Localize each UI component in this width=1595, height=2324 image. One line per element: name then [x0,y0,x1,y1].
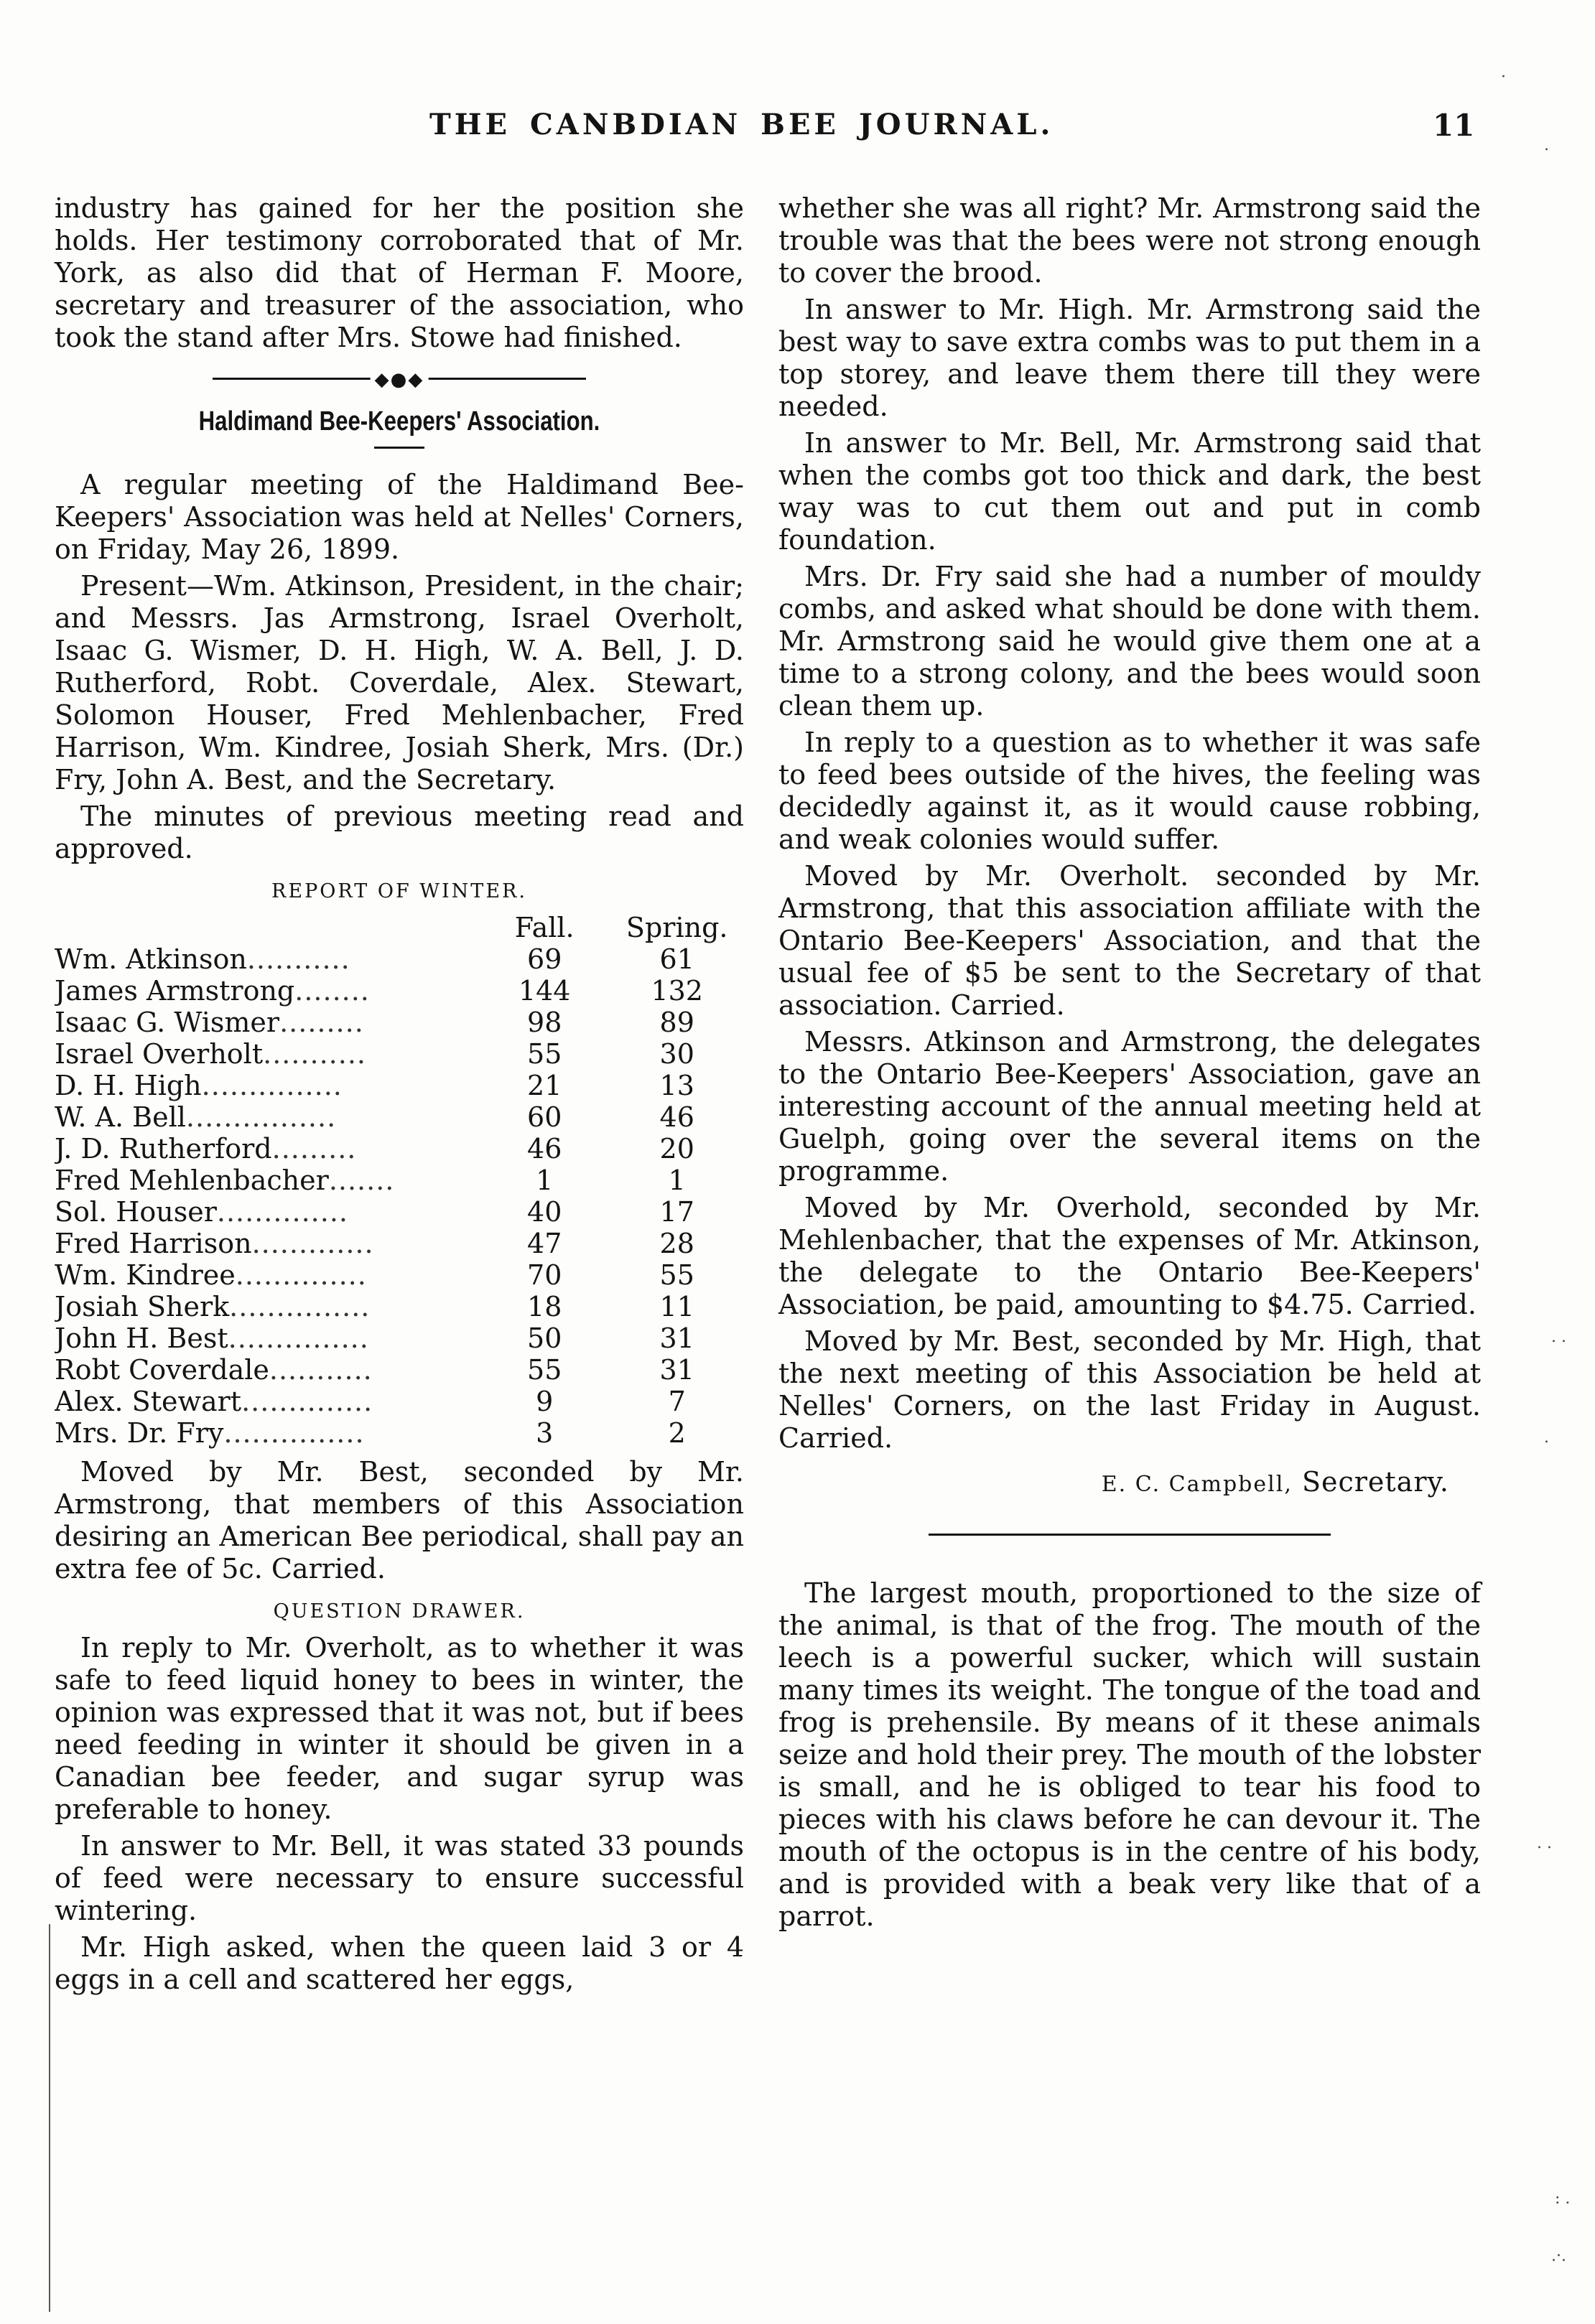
member-name: D. H. High............... [55,1070,343,1101]
table-row [55,1196,744,1228]
feed-question-paragraph: In reply to a question as to whether it was safe to feed bees outside of the hives, the feeling was decidedly against it, as it would cause robbing, and weak colonies would suffer. [778,727,1481,855]
left-column [55,192,744,2000]
fall-count: 50 [527,1322,562,1354]
member-name: Israel Overholt........... [55,1038,366,1070]
table-row [55,1291,744,1322]
member-name: Wm. Atkinson........... [55,943,350,975]
member-name: Alex. Stewart.............. [55,1386,373,1417]
fall-count: 55 [527,1354,562,1386]
table-row [55,1165,744,1196]
member-name: Sol. Houser.............. [55,1196,348,1228]
report-heading: REPORT OF WINTER. [271,880,527,902]
member-name: James Armstrong........ [55,975,370,1007]
spring-count: 61 [659,943,694,975]
spring-count: 13 [659,1070,694,1101]
high-paragraph: Mr. High asked, when the queen laid 3 or 4 eggs in a cell and scattered her eggs, [55,1931,744,1995]
member-name: W. A. Bell................ [55,1101,337,1133]
member-name: Mrs. Dr. Fry............... [55,1417,365,1449]
member-name: Robt Coverdale........... [55,1354,373,1386]
spring-column-header: Spring. [626,912,728,943]
spring-count: 1 [668,1165,686,1196]
report-body [55,943,744,1449]
high-answer-paragraph: In answer to Mr. High. Mr. Armstrong said the best way to save extra combs was to put them in a top storey, and leave them there till they were needed. [778,294,1481,422]
fall-count: 55 [527,1038,562,1070]
table-row [55,1101,744,1133]
table-row [55,1259,744,1291]
margin-bar [49,1924,50,2312]
moved-best-paragraph: Moved by Mr. Best, seconded by Mr. Armstrong, that members of this Association desiring an American Bee periodical, shall pay an extra fee of 5c. Carried. [55,1456,744,1585]
spring-count: 89 [659,1007,694,1038]
table-header-row [55,912,744,943]
overholt-paragraph: In reply to Mr. Overholt, as to whether it was safe to feed liquid honey to bees in winter, the opinion was expressed that it was not, but if bees need feeding in winter it should be given in a Canadian bee feeder, and sugar syrup was preferable to honey. [55,1632,744,1825]
fall-count: 60 [527,1101,562,1133]
margin-speck: . . [1551,1328,1566,1346]
present-paragraph: Present—Wm. Atkinson, President, in the chair; and Messrs. Jas Armstrong, Israel Overholt, Isaac G. Wismer, D. H. High, W. A. Bell, J. D. Rutherford, Robt. Coverdale, Alex. Stewart, Solomon Houser, Fred Mehlenbacher, Fred Harrison, Wm. Kindree, Josiah Sherk, Mrs. (Dr.) Fry, John A. Best, and the Secretary. [55,570,744,795]
spring-count: 55 [659,1259,694,1291]
spring-count: 2 [668,1417,686,1449]
fall-count: 1 [536,1165,554,1196]
fall-count: 144 [518,975,571,1007]
fall-count: 3 [536,1417,554,1449]
section-rule [929,1534,1331,1536]
table-row [55,1354,744,1386]
table-row [55,1007,744,1038]
affiliate-paragraph: Moved by Mr. Overholt. seconded by Mr. Armstrong, that this association affiliate with the Ontario Bee-Keepers' Association, and that the usual fee of $5 be sent to the Secretary of that association. Carried. [778,860,1481,1021]
fry-paragraph: Mrs. Dr. Fry said she had a number of mouldy combs, and asked what should be done with them. Mr. Armstrong said he would give them one at a time to a strong colony, and the bees would soon clean them up. [778,561,1481,722]
fall-count: 46 [527,1133,562,1165]
table-row [55,1133,744,1165]
margin-speck: . [1544,1429,1549,1447]
spring-count: 31 [659,1354,694,1386]
member-name: Fred Mehlenbacher....... [55,1165,395,1196]
table-row [55,1038,744,1070]
frog-paragraph: The largest mouth, proportioned to the size of the animal, is that of the frog. The mouth of the leech is a powerful sucker, which will sustain many times its weight. The tongue of the toad and frog is prehensile. By means of it these animals seize and hold their prey. The mouth of the lobster is small, and he is obliged to tear his food to pieces with his claws before he can devour it. The mouth of the octopus is in the centre of his body, and is provided with a beak very like that of a parrot. [778,1577,1481,1932]
section-title: Haldimand Bee-Keepers' Association. [198,406,600,437]
signature-title: Secretary. [1301,1466,1449,1498]
table-row [55,1322,744,1354]
fall-count: 98 [527,1007,562,1038]
fall-count: 18 [527,1291,562,1322]
table-row [55,1386,744,1417]
spring-count: 28 [659,1228,694,1259]
fall-count: 47 [527,1228,562,1259]
table-row [55,1228,744,1259]
bell-answer-paragraph: In answer to Mr. Bell, Mr. Armstrong said that when the combs got too thick and dark, the best way was to cut them out and put in comb foundation. [778,427,1481,556]
minutes-paragraph: The minutes of previous meeting read and approved. [55,801,744,864]
table-row [55,1070,744,1101]
member-name: Josiah Sherk............... [55,1291,371,1322]
table-row [55,1417,744,1449]
spring-count: 30 [659,1038,694,1070]
intro-paragraph: industry has gained for her the position she holds. Her testimony corroborated that of Mr. York, as also did that of Herman F. Moore, secretary and treasurer of the association, who took the stand after Mrs. Stowe had finished. [55,192,744,353]
signature-name: E. C. Campbell, [1101,1472,1293,1497]
fall-count: 40 [527,1196,562,1228]
delegates-paragraph: Messrs. Atkinson and Armstrong, the delegates to the Ontario Bee-Keepers' Association, gave an interesting account of the annual meeting held at Guelph, going over the several items on the programme. [778,1026,1481,1187]
journal-title: THE CANBDIAN BEE JOURNAL. [429,108,1054,141]
spring-count: 11 [659,1291,694,1322]
ornament-divider: ◆●◆ [213,370,586,387]
spring-count: 20 [659,1133,694,1165]
member-name: J. D. Rutherford......... [55,1133,357,1165]
fall-count: 70 [527,1259,562,1291]
member-name: Wm. Kindree.............. [55,1259,367,1291]
spring-count: 132 [651,975,703,1007]
margin-speck: .·. [1551,2247,1566,2265]
margin-speck: . . [1537,1834,1552,1852]
page-header [0,108,1595,151]
expenses-paragraph: Moved by Mr. Overhold, seconded by Mr. Mehlenbacher, that the expenses of Mr. Atkinson, the delegate to the Ontario Bee-Keepers' Association, be paid, amounting to $4.75. Carried. [778,1192,1481,1320]
short-rule [374,447,424,449]
secretary-signature [778,1466,1449,1501]
right-column [778,192,1481,1937]
bell-paragraph: In answer to Mr. Bell, it was stated 33 pounds of feed were necessary to ensure successful wintering. [55,1830,744,1926]
margin-speck: · [1501,68,1506,86]
spring-count: 17 [659,1196,694,1228]
fall-column-header: Fall. [514,912,575,943]
margin-speck: : . [1555,2190,1571,2208]
table-row [55,975,744,1007]
margin-speck: . [1544,136,1549,154]
page-number: 11 [1433,108,1475,143]
spring-count: 31 [659,1322,694,1354]
fall-count: 69 [527,943,562,975]
member-name: Fred Harrison............. [55,1228,374,1259]
member-name: Isaac G. Wismer......... [55,1007,364,1038]
fall-count: 21 [527,1070,562,1101]
spring-count: 46 [659,1101,694,1133]
continued-paragraph: whether she was all right? Mr. Armstrong said the trouble was that the bees were not strong enough to cover the brood. [778,192,1481,289]
member-name: John H. Best............... [55,1322,369,1354]
table-row [55,943,744,975]
question-drawer-heading: QUESTION DRAWER. [273,1600,526,1623]
next-meeting-paragraph: Moved by Mr. Best, seconded by Mr. High, that the next meeting of this Association be held at Nelles' Corners, on the last Friday in August. Carried. [778,1325,1481,1454]
fall-count: 9 [536,1386,554,1417]
meeting-paragraph: A regular meeting of the Haldimand Bee-Keepers' Association was held at Nelles' Corners, on Friday, May 26, 1899. [55,469,744,565]
winter-report-table [55,912,744,1449]
spring-count: 7 [668,1386,686,1417]
